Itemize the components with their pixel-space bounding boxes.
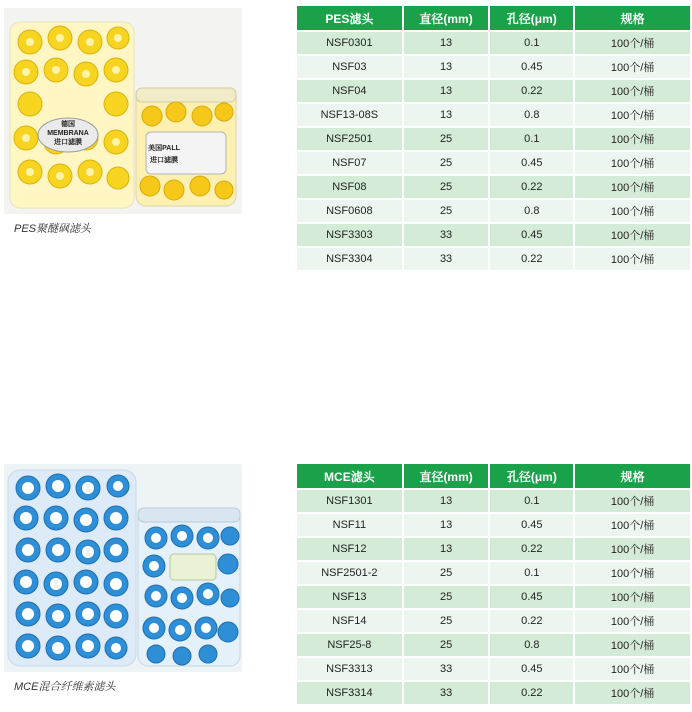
spec-cell: 100个/桶	[575, 634, 690, 656]
pore-size-cell: 0.1	[490, 490, 575, 512]
mce-spec-table	[297, 462, 690, 706]
table-row	[297, 634, 690, 656]
table-row	[297, 658, 690, 680]
table-header-row	[297, 6, 690, 30]
spec-cell: 100个/桶	[575, 490, 690, 512]
model-cell: NSF2501	[297, 128, 404, 150]
diameter-cell: 25	[404, 586, 491, 608]
model-cell: NSF12	[297, 538, 404, 560]
spec-cell: 100个/桶	[575, 610, 690, 632]
diameter-cell: 25	[404, 634, 491, 656]
table-row	[297, 610, 690, 632]
pes-product-photo	[4, 8, 242, 214]
mce-product-photo	[4, 464, 242, 672]
header-diameter: 直径(mm)	[404, 6, 491, 30]
header-diameter: 直径(mm)	[404, 464, 491, 488]
spec-cell: 100个/桶	[575, 248, 690, 270]
mce-caption: MCE混合纤维素滤头	[14, 681, 116, 693]
model-cell: NSF0608	[297, 200, 404, 222]
jar-label-2: 进口滤膜	[150, 157, 178, 164]
header-pore-size: 孔径(μm)	[490, 464, 575, 488]
table-row	[297, 562, 690, 584]
model-cell: NSF11	[297, 514, 404, 536]
pore-size-cell: 0.22	[490, 682, 575, 704]
model-cell: NSF3303	[297, 224, 404, 246]
table-row	[297, 56, 690, 78]
diameter-cell: 13	[404, 32, 491, 54]
diameter-cell: 13	[404, 514, 491, 536]
spec-cell: 100个/桶	[575, 128, 690, 150]
pore-size-cell: 0.22	[490, 248, 575, 270]
model-cell: NSF3304	[297, 248, 404, 270]
diameter-cell: 25	[404, 200, 491, 222]
model-cell: NSF2501-2	[297, 562, 404, 584]
diameter-cell: 33	[404, 224, 491, 246]
diameter-cell: 13	[404, 56, 491, 78]
table-row	[297, 490, 690, 512]
table-row	[297, 80, 690, 102]
pore-size-cell: 0.45	[490, 658, 575, 680]
pore-size-cell: 0.45	[490, 586, 575, 608]
spec-cell: 100个/桶	[575, 104, 690, 126]
model-cell: NSF13	[297, 586, 404, 608]
pore-size-cell: 0.8	[490, 104, 575, 126]
table-header-row	[297, 464, 690, 488]
diameter-cell: 33	[404, 658, 491, 680]
spec-cell: 100个/桶	[575, 224, 690, 246]
pore-size-cell: 0.22	[490, 610, 575, 632]
table-row	[297, 538, 690, 560]
table-row	[297, 248, 690, 270]
model-cell: NSF08	[297, 176, 404, 198]
header-pore-size: 孔径(μm)	[490, 6, 575, 30]
spec-cell: 100个/桶	[575, 514, 690, 536]
model-cell: NSF3313	[297, 658, 404, 680]
pore-size-cell: 0.45	[490, 56, 575, 78]
diameter-cell: 33	[404, 248, 491, 270]
spec-cell: 100个/桶	[575, 538, 690, 560]
diameter-cell: 25	[404, 152, 491, 174]
model-cell: NSF07	[297, 152, 404, 174]
pore-size-cell: 0.22	[490, 176, 575, 198]
model-cell: NSF03	[297, 56, 404, 78]
diameter-cell: 25	[404, 562, 491, 584]
pore-size-cell: 0.22	[490, 80, 575, 102]
bag-label-3: 进口滤膜	[54, 139, 82, 146]
header-type: MCE滤头	[297, 464, 404, 488]
table-row	[297, 200, 690, 222]
diameter-cell: 33	[404, 682, 491, 704]
diameter-cell: 25	[404, 128, 491, 150]
diameter-cell: 25	[404, 176, 491, 198]
spec-cell: 100个/桶	[575, 200, 690, 222]
pore-size-cell: 0.1	[490, 562, 575, 584]
table-row	[297, 176, 690, 198]
model-cell: NSF25-8	[297, 634, 404, 656]
table-row	[297, 152, 690, 174]
pore-size-cell: 0.8	[490, 200, 575, 222]
table-row	[297, 682, 690, 704]
spec-cell: 100个/桶	[575, 682, 690, 704]
spec-cell: 100个/桶	[575, 176, 690, 198]
pore-size-cell: 0.22	[490, 538, 575, 560]
diameter-cell: 13	[404, 104, 491, 126]
table-row	[297, 128, 690, 150]
pore-size-cell: 0.1	[490, 32, 575, 54]
pore-size-cell: 0.45	[490, 152, 575, 174]
spec-cell: 100个/桶	[575, 80, 690, 102]
model-cell: NSF0301	[297, 32, 404, 54]
model-cell: NSF04	[297, 80, 404, 102]
diameter-cell: 13	[404, 538, 491, 560]
model-cell: NSF1301	[297, 490, 404, 512]
pore-size-cell: 0.45	[490, 224, 575, 246]
spec-cell: 100个/桶	[575, 562, 690, 584]
header-spec: 规格	[575, 464, 690, 488]
table-row	[297, 224, 690, 246]
spec-cell: 100个/桶	[575, 32, 690, 54]
model-cell: NSF14	[297, 610, 404, 632]
jar-label-1: 美国PALL	[148, 145, 180, 152]
header-spec: 规格	[575, 6, 690, 30]
pore-size-cell: 0.45	[490, 514, 575, 536]
diameter-cell: 25	[404, 610, 491, 632]
spec-cell: 100个/桶	[575, 56, 690, 78]
table-row	[297, 104, 690, 126]
table-row	[297, 586, 690, 608]
table-row	[297, 32, 690, 54]
spec-cell: 100个/桶	[575, 658, 690, 680]
diameter-cell: 13	[404, 490, 491, 512]
bag-label-1: 德国	[61, 121, 75, 128]
spec-cell: 100个/桶	[575, 586, 690, 608]
pore-size-cell: 0.8	[490, 634, 575, 656]
pore-size-cell: 0.1	[490, 128, 575, 150]
pes-caption: PES聚醚砜滤头	[14, 223, 92, 235]
bag-label-2: MEMBRANA	[47, 130, 89, 137]
diameter-cell: 13	[404, 80, 491, 102]
model-cell: NSF13-08S	[297, 104, 404, 126]
pes-spec-table	[297, 4, 690, 272]
table-row	[297, 514, 690, 536]
model-cell: NSF3314	[297, 682, 404, 704]
header-type: PES滤头	[297, 6, 404, 30]
spec-cell: 100个/桶	[575, 152, 690, 174]
